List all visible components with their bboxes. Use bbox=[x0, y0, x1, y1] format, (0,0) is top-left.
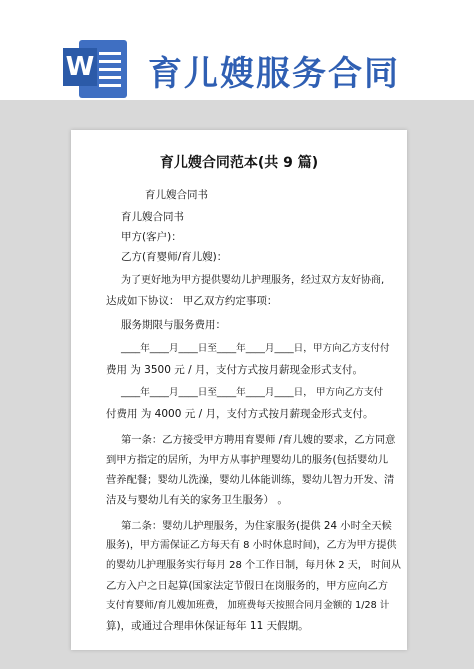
doc-line: 乙方(育婴师/育儿嫂)： bbox=[121, 251, 228, 263]
word-icon-line bbox=[99, 60, 121, 63]
doc-line: 算)，或通过合理串休保证每年 11 天假期。 bbox=[106, 620, 309, 632]
doc-line: 达成如下协议： 甲乙双方约定事项： bbox=[106, 295, 278, 307]
doc-line: 到甲方指定的居所，为甲方从事护理婴幼儿的服务(包括婴幼儿 bbox=[106, 454, 389, 466]
doc-line: 育儿嫂合同书 bbox=[121, 211, 184, 223]
doc-line: 的婴幼儿护理服务实行每月 28 个工作日制，每月休 2 天， 时间从 bbox=[106, 560, 401, 571]
doc-line: 支付育婴师/育儿嫂加班费， 加班费每天按照合同月金额的 1/28 计 bbox=[106, 600, 390, 611]
banner-title: 育儿嫂服务合同 bbox=[148, 54, 400, 94]
doc-line: 费用 为 3500 元 / 月，支付方式按月薪现金形式支付。 bbox=[106, 364, 363, 376]
word-icon-line bbox=[99, 52, 121, 55]
document-page bbox=[71, 130, 407, 650]
doc-line: 服务期限与服务费用： bbox=[121, 319, 226, 331]
word-icon-line bbox=[99, 68, 121, 71]
doc-line: 育儿嫂合同书 bbox=[145, 189, 208, 201]
word-icon-line bbox=[99, 84, 121, 87]
document-title: 育儿嫂合同范本(共 9 篇) bbox=[159, 155, 319, 171]
header-banner bbox=[0, 0, 474, 100]
word-document-icon bbox=[63, 38, 129, 100]
doc-line: 付费用 为 4000 元 / 月，支付方式按月薪现金形式支付。 bbox=[106, 408, 374, 420]
doc-line: 营养配餐；婴幼儿洗澡，婴幼儿体能训练，婴幼儿智力开发、清 bbox=[106, 474, 395, 486]
word-icon-letter: W bbox=[63, 48, 97, 86]
doc-line: 服务)，甲方需保证乙方每天有 8 小时休息时间)，乙方为甲方提供 bbox=[106, 540, 397, 551]
doc-line: 第一条：乙方接受甲方聘用育婴师 /育儿嫂的要求，乙方同意 bbox=[121, 434, 396, 446]
word-icon-line bbox=[99, 76, 121, 79]
doc-line: ____年____月____日至____年____月____日， 甲方向乙方支付 bbox=[121, 387, 384, 398]
doc-line: ____年____月____日至____年____月____日，甲方向乙方支付付 bbox=[121, 343, 390, 354]
doc-line: 甲方(客户)： bbox=[121, 231, 182, 243]
doc-line: 乙方入户之日起算(国家法定节假日在岗服务的，甲方应向乙方 bbox=[106, 580, 389, 592]
doc-line: 洁及与婴幼儿有关的家务卫生服务） 。 bbox=[106, 494, 288, 506]
doc-line: 第二条：婴幼儿护理服务，为住家服务(提供 24 小时全天候 bbox=[121, 520, 392, 532]
doc-line: 为了更好地为甲方提供婴幼儿护理服务，经过双方友好协商, bbox=[121, 275, 385, 286]
